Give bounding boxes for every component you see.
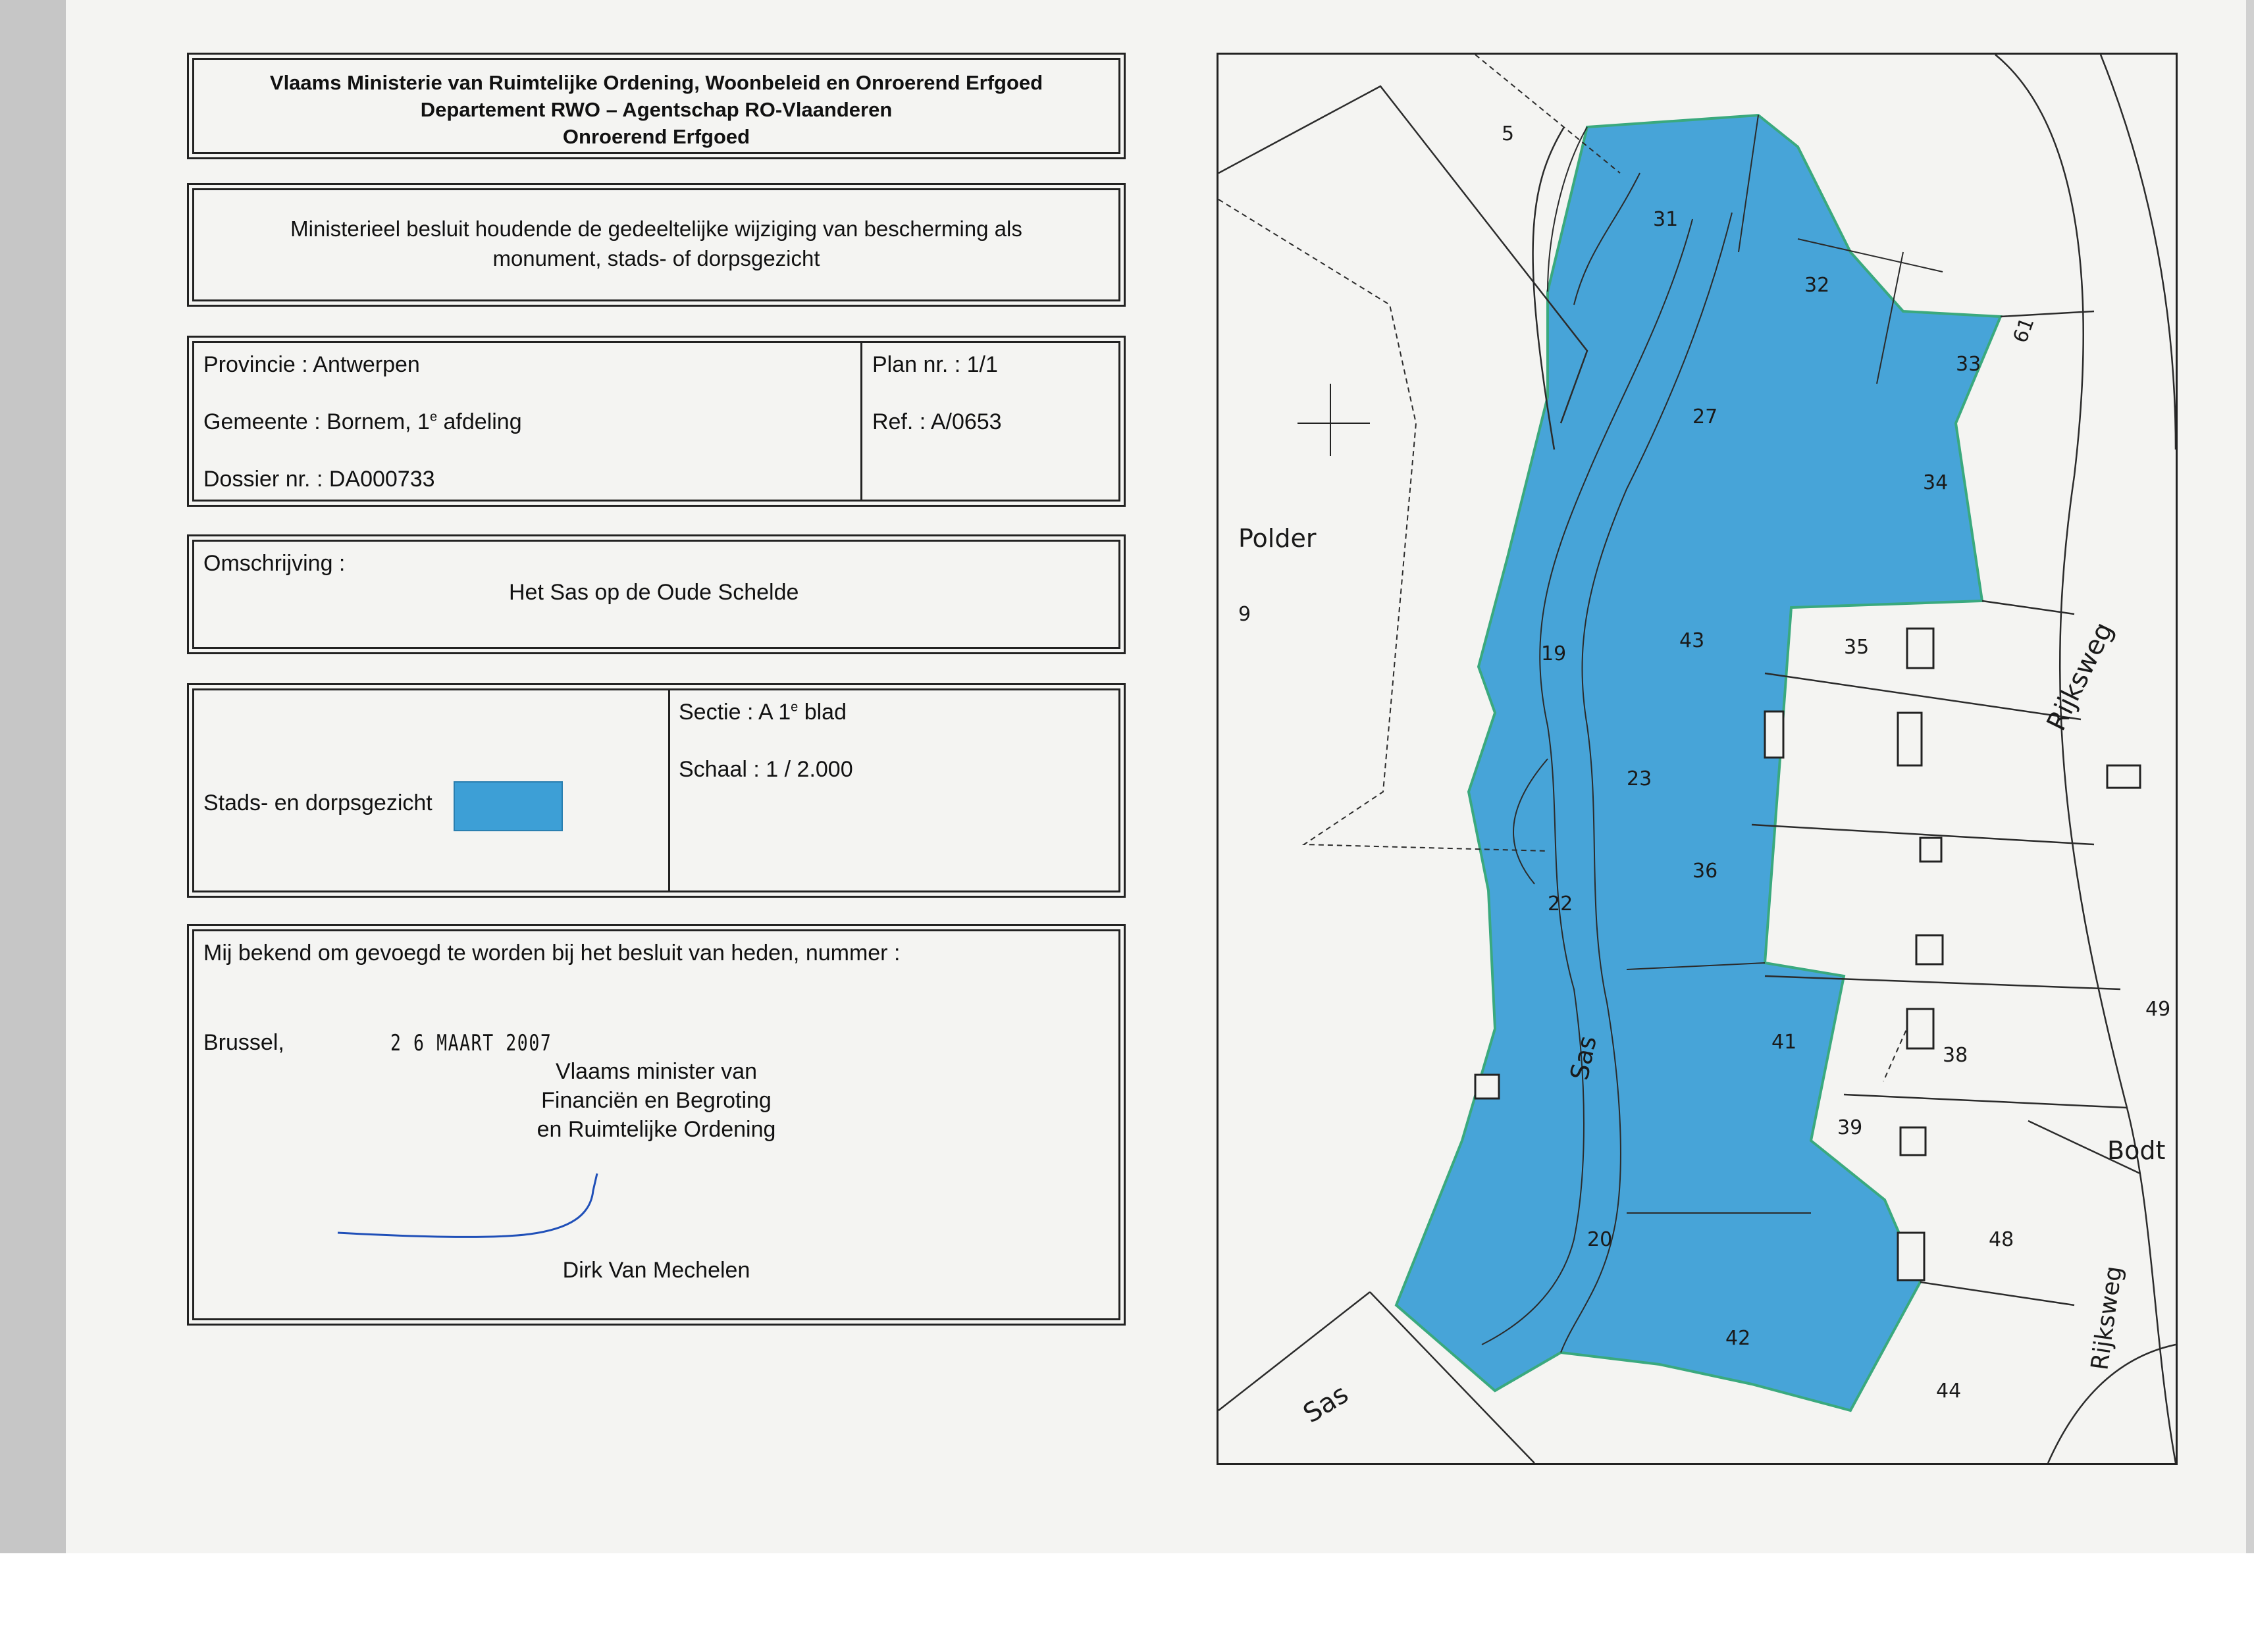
parcel-31: 31 — [1653, 208, 1679, 231]
parcel-32: 32 — [1804, 274, 1830, 297]
description-value: Het Sas op de Oude Schelde — [509, 580, 799, 605]
label-rijksweg-upper: Rijksweg — [2041, 617, 2120, 736]
legend-swatch — [454, 781, 563, 831]
legend-item-label: Stads- en dorpsgezicht — [203, 790, 432, 815]
ref-field: Ref. : A/0653 — [872, 409, 1002, 434]
sectie-suffix: blad — [798, 700, 847, 725]
decree-title — [192, 188, 1120, 301]
ministry-name: Vlaams Ministerie van Ruimtelijke Ordening, Woonbeleid en Onroerend Erfgoed — [269, 71, 1043, 94]
parcel-43: 43 — [1679, 629, 1705, 652]
schaal-field: Schaal : 1 / 2.000 — [679, 757, 853, 782]
scan-edge-right — [2246, 0, 2254, 1553]
parcel-9: 9 — [1238, 603, 1251, 626]
gemeente-suffix: afdeling — [437, 409, 522, 434]
label-polder: Polder — [1238, 524, 1317, 553]
scan-edge-left — [0, 0, 66, 1553]
parcel-42: 42 — [1725, 1327, 1751, 1350]
plan-field: Plan nr. : 1/1 — [872, 352, 998, 377]
parcel-36: 36 — [1692, 860, 1718, 883]
sectie-field — [679, 700, 847, 725]
minister-role-line2: Financiën en Begroting — [541, 1088, 772, 1113]
gemeente-superscript: e — [429, 409, 438, 425]
parcel-23: 23 — [1627, 767, 1652, 790]
parcel-61: 61 — [2008, 314, 2039, 346]
parcel-27: 27 — [1692, 405, 1718, 428]
gemeente-field — [203, 409, 522, 435]
parcel-33: 33 — [1956, 353, 1981, 376]
label-bodt: Bodt — [2107, 1136, 2166, 1165]
parcel-34: 34 — [1923, 471, 1949, 494]
signature-box — [192, 929, 1120, 1320]
signature-place: Brussel, — [203, 1030, 284, 1055]
parcel-44: 44 — [1936, 1380, 1962, 1403]
minister-name: Dirk Van Mechelen — [562, 1258, 750, 1283]
legend-divider — [668, 690, 670, 891]
handwritten-signature — [332, 1155, 609, 1247]
parcel-38: 38 — [1943, 1044, 1968, 1067]
parcel-22: 22 — [1548, 892, 1573, 916]
decree-title-line1: Ministerieel besluit houdende de gedeeltelijke wijziging van bescherming als — [290, 217, 1022, 241]
parcel-5: 5 — [1502, 122, 1515, 145]
sectie-text: Sectie : A 1 — [679, 700, 791, 725]
parcel-19: 19 — [1541, 642, 1567, 665]
label-sas-road: Sas — [1297, 1378, 1354, 1430]
department-name: Departement RWO – Agentschap RO-Vlaanderen — [420, 98, 893, 121]
minister-role-line3: en Ruimtelijke Ordening — [537, 1117, 776, 1142]
legend-box — [192, 688, 1120, 892]
label-sas-river: Sas — [1564, 1033, 1602, 1083]
parcel-35: 35 — [1844, 636, 1870, 659]
parcel-41: 41 — [1771, 1031, 1797, 1054]
description-box — [192, 540, 1120, 649]
cadastral-map — [1217, 53, 2178, 1465]
map-drawing — [1219, 55, 2176, 1463]
location-info — [192, 341, 1120, 502]
gemeente-text: Gemeente : Bornem, 1 — [203, 409, 430, 434]
date-stamp: 2 6 MAART 2007 — [390, 1030, 552, 1056]
decree-title-line2: monument, stads- of dorpsgezicht — [492, 246, 820, 271]
dossier-field: Dossier nr. : DA000733 — [203, 467, 435, 492]
provincie-field: Provincie : Antwerpen — [203, 352, 420, 377]
sectie-superscript: e — [791, 700, 799, 715]
description-label: Omschrijving : — [203, 551, 346, 576]
parcel-49: 49 — [2145, 998, 2171, 1021]
agency-name: Onroerend Erfgoed — [562, 125, 750, 148]
parcel-48: 48 — [1989, 1228, 2014, 1251]
ministry-header — [192, 58, 1120, 154]
parcel-39: 39 — [1837, 1116, 1863, 1139]
info-divider — [860, 343, 862, 500]
grid-cross — [1297, 384, 1370, 456]
minister-role-line1: Vlaams minister van — [555, 1059, 758, 1084]
signature-intro: Mij bekend om gevoegd te worden bij het besluit van heden, nummer : — [203, 941, 901, 966]
parcel-20: 20 — [1587, 1228, 1613, 1251]
label-rijksweg-lower: Rijksweg — [2086, 1264, 2128, 1372]
